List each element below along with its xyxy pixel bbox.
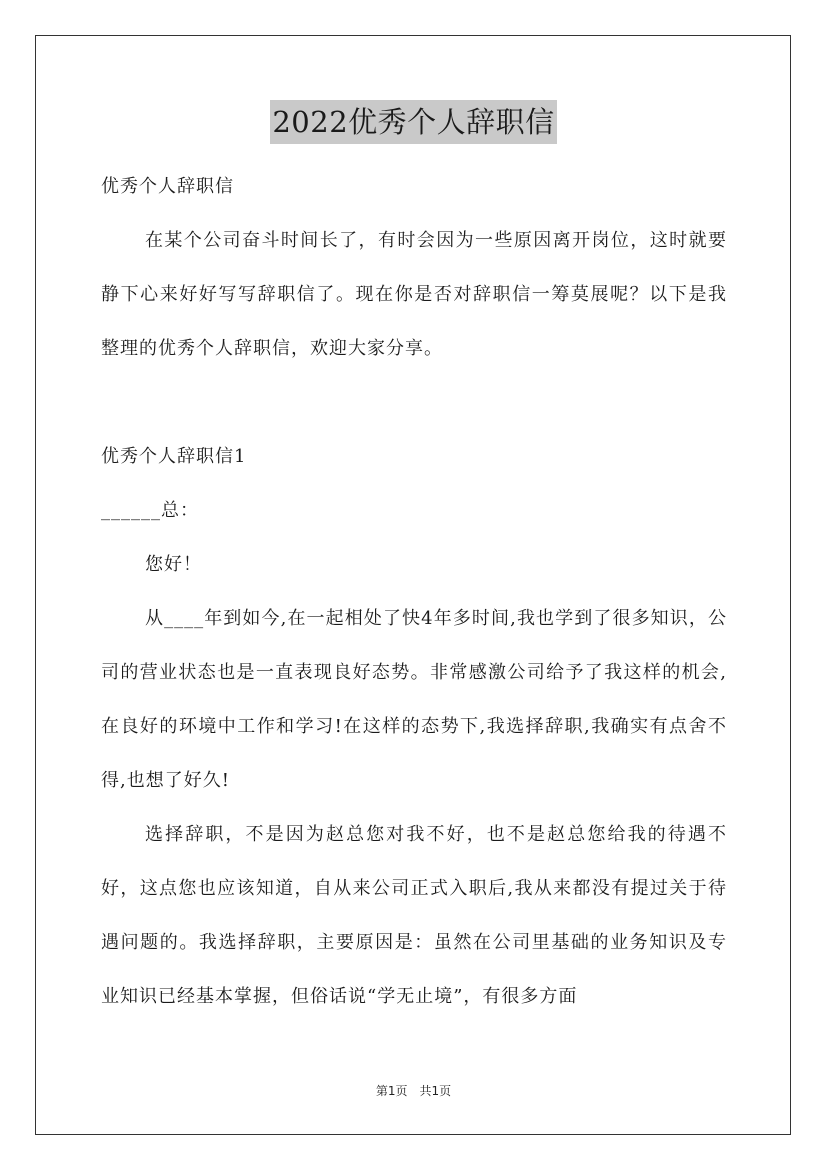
letter-heading: 优秀个人辞职信1 [101,446,247,467]
letter-paragraph: 从____年到如今,在一起相处了快4年多时间,我也学到了很多知识，公司的营业状态也是一直表现良好态势。非常感激公司给予了我这样的机会,在良好的环境中工作和学习!在这样的态势下,我选择辞职,我确实有点舍不得,也想了好久! [101,608,727,791]
letter-greeting: 您好！ [145,554,202,575]
intro-paragraph: 在某个公司奋斗时间长了，有时会因为一些原因离开岗位，这时就要静下心来好好写写辞职信了。现在你是否对辞职信一筹莫展呢？以下是我整理的优秀个人辞职信，欢迎大家分享。 [101,230,727,359]
document-title-text: 2022优秀个人辞职信 [270,100,556,144]
document-title [0,100,827,144]
page-number-footer: 第1页 共1页 [375,1084,452,1098]
letter-addressee: ______总： [101,500,199,521]
blank-line [101,376,727,430]
document-body [101,160,727,1024]
letter-paragraph: 选择辞职，不是因为赵总您对我不好，也不是赵总您给我的待遇不好，这点您也应该知道，自从来公司正式入职后,我从来都没有提过关于待遇问题的。我选择辞职，主要原因是：虽然在公司里基础的业务知识及专业知识已经基本掌握，但俗话说“学无止境”，有很多方面 [101,824,727,1007]
intro-heading: 优秀个人辞职信 [101,176,234,197]
